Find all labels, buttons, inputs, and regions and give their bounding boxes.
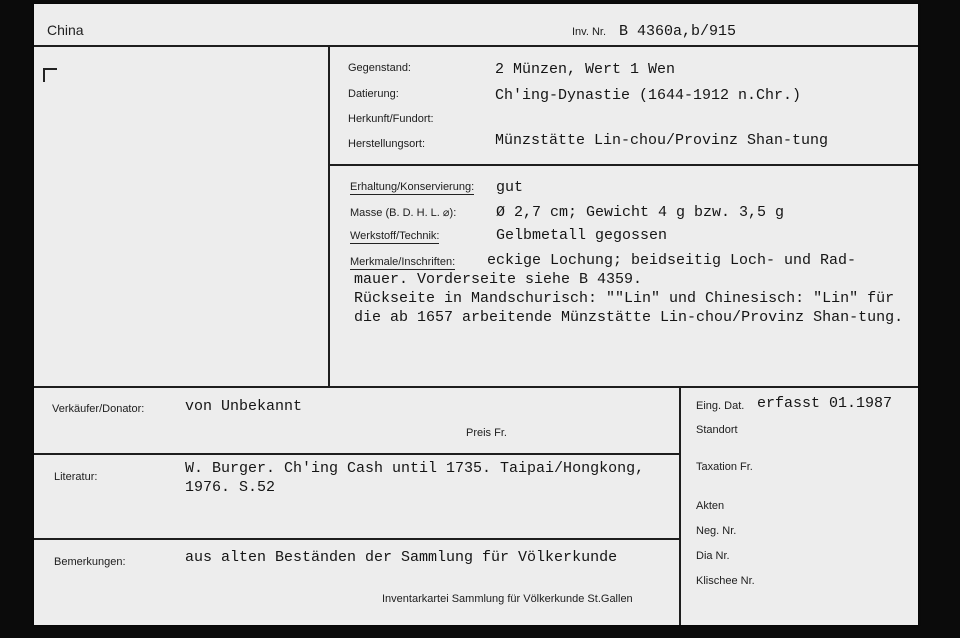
- datierung-label: Datierung:: [348, 88, 399, 100]
- herstellungsort-value: Münzstätte Lin-chou/Provinz Shan-tung: [495, 132, 829, 149]
- photo-corner-mark: [43, 68, 57, 82]
- gegenstand-label: Gegenstand:: [348, 62, 411, 74]
- header-divider: [34, 45, 918, 47]
- inv-value: B 4360a,b/915: [619, 23, 737, 40]
- card-footer: Inventarkartei Sammlung für Völkerkunde St.Gallen: [382, 593, 633, 605]
- verkaeufer-value: von Unbekannt: [185, 398, 303, 415]
- neg-label: Neg. Nr.: [696, 525, 737, 537]
- merkmale-line-2: mauer. Vorderseite siehe B 4359.: [354, 271, 643, 288]
- side-divider: [679, 386, 681, 625]
- literatur-line-1: W. Burger. Ch'ing Cash until 1735. Taipai/Hongkong,: [185, 460, 645, 477]
- literatur-divider: [34, 538, 680, 540]
- akten-label: Akten: [696, 500, 725, 512]
- merkmale-line-4: die ab 1657 arbeitende Münzstätte Lin-chou/Provinz Shan-tung.: [354, 309, 904, 326]
- merkmale-line-1: eckige Lochung; beidseitig Loch- und Rad-: [487, 252, 857, 269]
- inventory-card: [34, 4, 918, 625]
- verkaeufer-label: Verkäufer/Donator:: [52, 403, 145, 415]
- literatur-line-2: 1976. S.52: [185, 479, 276, 496]
- literatur-label: Literatur:: [54, 471, 98, 483]
- erhaltung-value: gut: [496, 179, 524, 196]
- bemerkungen-label: Bemerkungen:: [54, 556, 126, 568]
- dia-label: Dia Nr.: [696, 550, 730, 562]
- merkmale-line-3: Rückseite in Mandschurisch: ""Lin" und Chinesisch: "Lin" für: [354, 290, 895, 307]
- merkmale-label: Merkmale/Inschriften:: [350, 256, 456, 268]
- verkaeufer-divider: [34, 453, 680, 455]
- object-divider: [328, 164, 918, 166]
- datierung-value: Ch'ing-Dynastie (1644-1912 n.Chr.): [495, 87, 802, 104]
- werkstoff-label: Werkstoff/Technik:: [350, 230, 440, 242]
- masse-label: Masse (B. D. H. L. ⌀):: [350, 207, 457, 219]
- main-divider: [34, 386, 918, 388]
- klischee-label: Klischee Nr.: [696, 575, 755, 587]
- eing-label: Eing. Dat.: [696, 400, 745, 412]
- preis-label: Preis Fr.: [466, 427, 507, 439]
- taxation-label: Taxation Fr.: [696, 461, 753, 473]
- eing-value: erfasst 01.1987: [757, 395, 893, 412]
- standort-label: Standort: [696, 424, 738, 436]
- photo-divider: [328, 45, 330, 387]
- herstellungsort-label: Herstellungsort:: [348, 138, 426, 150]
- country: China: [47, 22, 84, 38]
- masse-value: Ø 2,7 cm; Gewicht 4 g bzw. 3,5 g: [496, 204, 785, 221]
- inv-label: Inv. Nr.: [572, 26, 607, 38]
- werkstoff-value: Gelbmetall gegossen: [496, 227, 668, 244]
- gegenstand-value: 2 Münzen, Wert 1 Wen: [495, 61, 676, 78]
- erhaltung-label: Erhaltung/Konservierung:: [350, 181, 475, 193]
- herkunft-label: Herkunft/Fundort:: [348, 113, 434, 125]
- bemerkungen-value: aus alten Beständen der Sammlung für Völkerkunde: [185, 549, 618, 566]
